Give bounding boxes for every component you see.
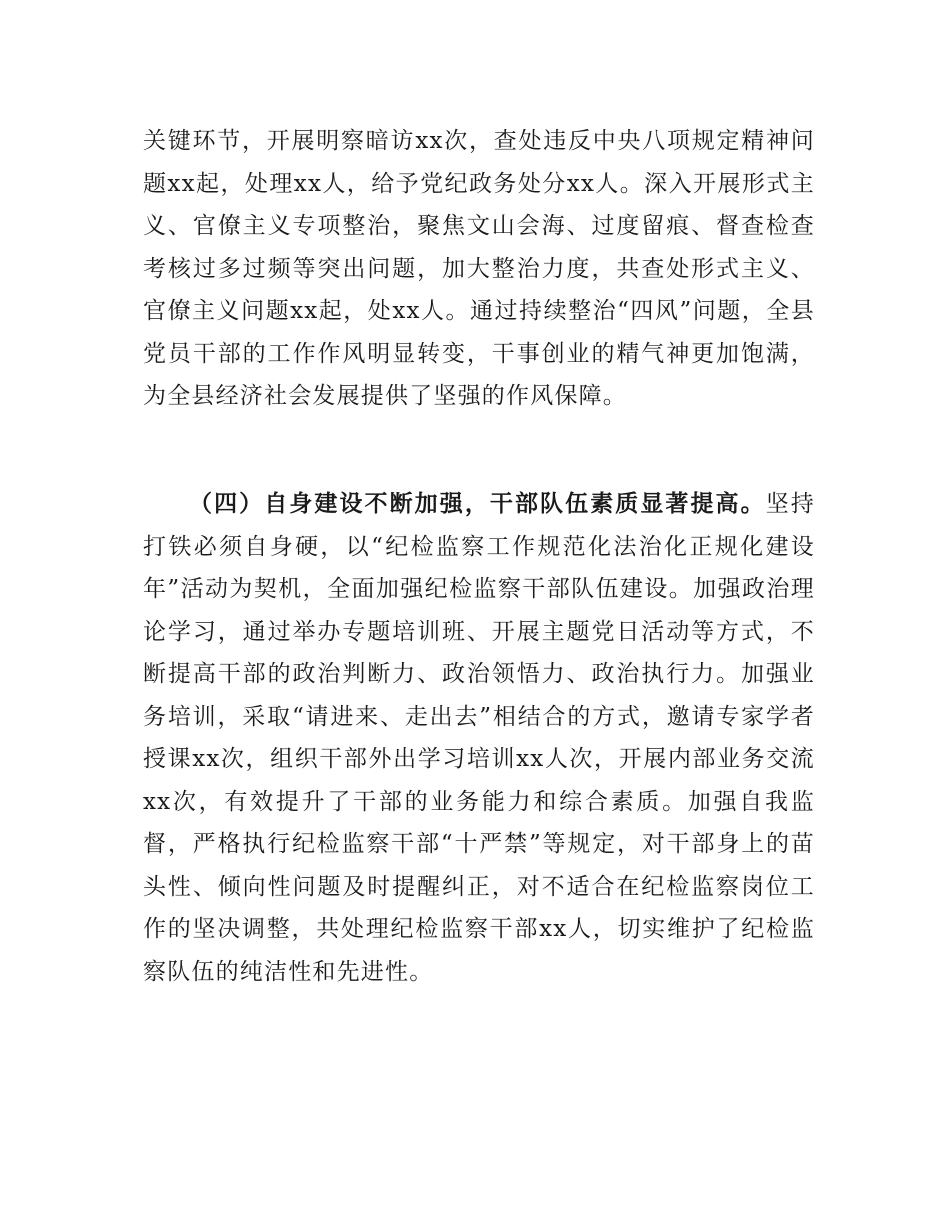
paragraph-work-style: 关键环节，开展明察暗访xx次，查处违反中央八项规定精神问题xx起，处理xx人，给予党纪政务处分xx人。深入开展形式主义、官僚主义专项整治，聚焦文山会海、过度留痕、督查检查考核过多过频等突出问题，加大整治力度，共查处形式主义、官僚主义问题xx起，处xx人。通过持续整治“四风”问题，全县党员干部的工作作风明显转变，干事创业的精气神更加饱满，为全县经济社会发展提供了坚强的作风保障。	[143, 128, 815, 409]
section-heading: （四）自身建设不断加强，干部队伍素质显著提高。	[189, 490, 766, 517]
paragraph-self-construction	[143, 483, 815, 993]
section-body: 坚持打铁必须自身硬，以“纪检监察工作规范化法治化正规化建设年”活动为契机，全面加强纪检监察干部队伍建设。加强政治理论学习，通过举办专题培训班、开展主题党日活动等方式，不断提高干部的政治判断力、政治领悟力、政治执行力。加强业务培训，采取“请进来、走出去”相结合的方式，邀请专家学者授课xx次，组织干部外出学习培训xx人次，开展内部业务交流xx次，有效提升了干部的业务能力和综合素质。加强自我监督，严格执行纪检监察干部“十严禁”等规定，对干部身上的苗头性、倾向性问题及时提醒纠正，对不适合在纪检监察岗位工作的坚决调整，共处理纪检监察干部xx人，切实维护了纪检监察队伍的纯洁性和先进性。	[143, 491, 815, 985]
